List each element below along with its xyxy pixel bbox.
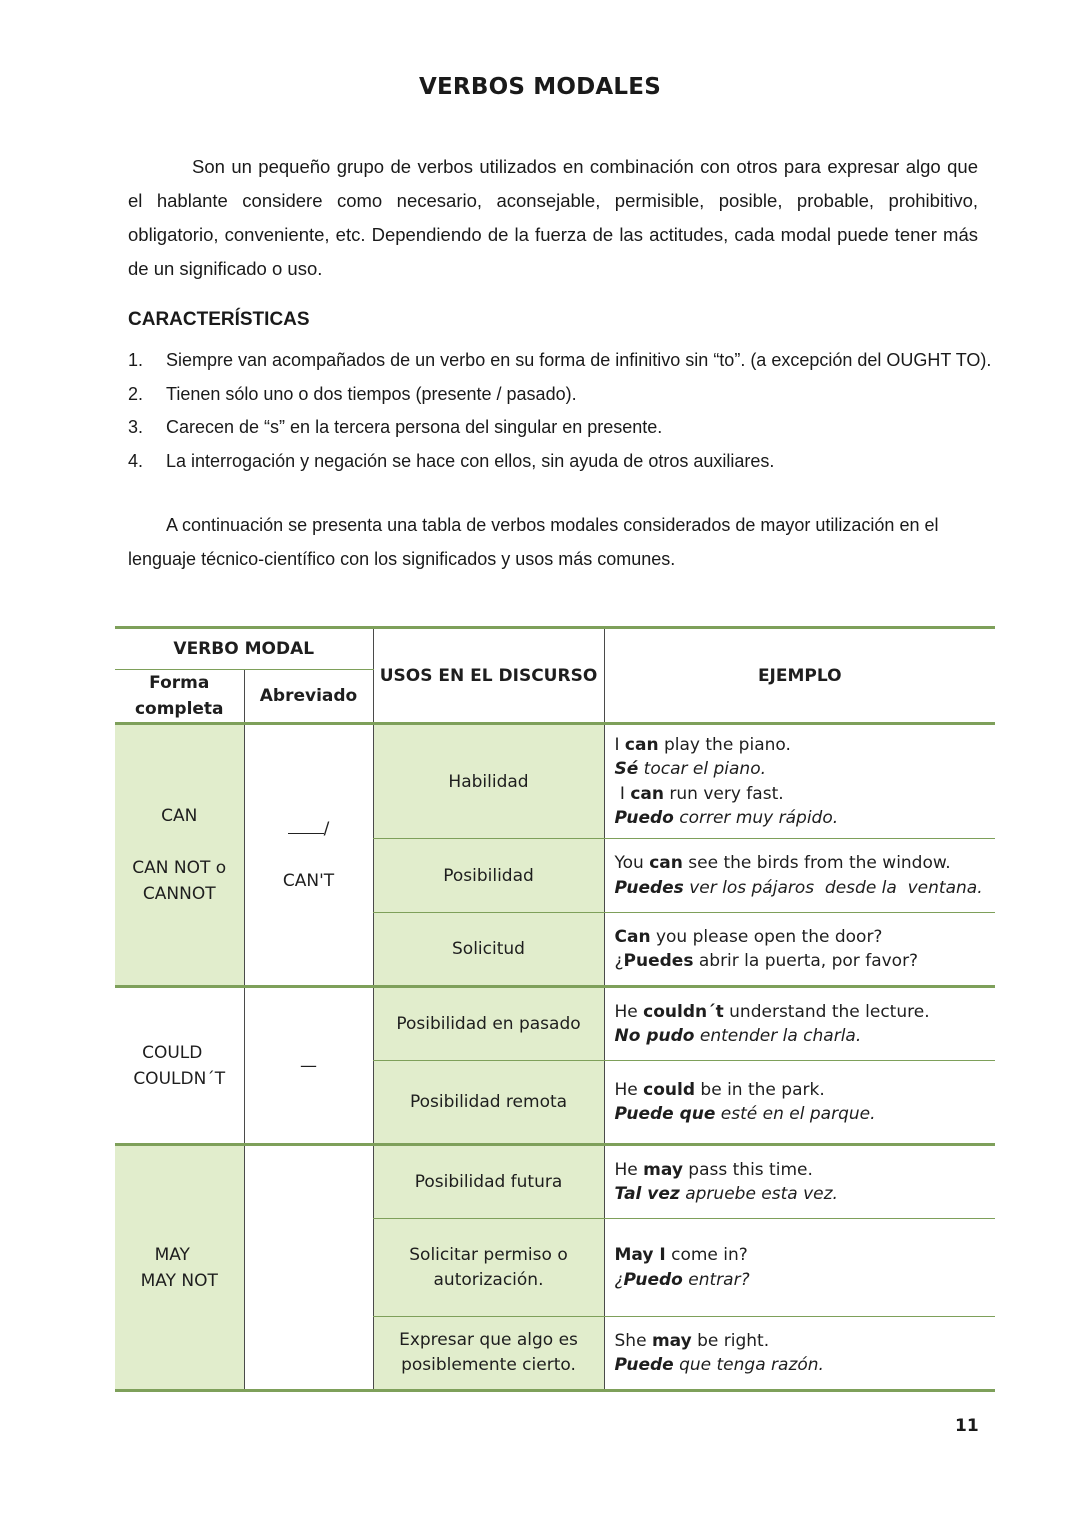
table-row: [115, 724, 995, 839]
example-es: Sé tocar el piano.: [614, 759, 767, 779]
header-forma-completa: Forma completa: [115, 670, 244, 724]
intro-paragraph: Son un pequeño grupo de verbos utilizados en combinación con otros para expresar algo que el hablante considere como necesario, aconsejable, permisible, posible, probable, prohibitivo, obligatorio, conveniente, etc. Dependiendo de la fuerza de las actitudes, cada modal puede tener más de un significado o uso.: [128, 156, 978, 279]
example-en: I can play the piano.: [614, 734, 791, 755]
abbr-cell: [244, 724, 373, 987]
table-row: [115, 1145, 995, 1219]
use-text: Expresar que algo es: [399, 1330, 578, 1350]
list-number: 2.: [128, 383, 144, 404]
abbr-cell: [244, 1145, 373, 1391]
blank-line: [288, 821, 324, 834]
modal-forms-cell: [115, 724, 244, 987]
list-text: Siempre van acompañados de un verbo en su forma de infinitivo sin “to”. (a excepción del OUGHT TO).: [166, 350, 992, 370]
header-verbo-modal: VERBO MODAL: [115, 628, 373, 670]
example-es: Puede que esté en el parque.: [614, 1104, 876, 1124]
example-cell: [604, 839, 995, 913]
list-number: 3.: [128, 417, 144, 437]
example-en: He could be in the park.: [614, 1079, 825, 1100]
example-en: He couldn´t understand the lecture.: [614, 1001, 930, 1022]
example-en: He may pass this time.: [614, 1159, 813, 1180]
use-text: Solicitar permiso o: [409, 1244, 568, 1265]
example-cell: [604, 913, 995, 987]
list-number: 1.: [128, 350, 144, 370]
example-en: You can see the birds from the window.: [614, 853, 951, 873]
list-text: Tienen sólo uno o dos tiempos (presente / pasado).: [166, 383, 577, 404]
modal-form: COULD: [142, 1042, 203, 1063]
example-en: Can you please open the door?: [614, 926, 883, 947]
list-item: [128, 344, 992, 378]
abbr-form: /: [323, 819, 330, 839]
abbr-form: —: [300, 1055, 317, 1076]
example-es: Tal vez apruebe esta vez.: [614, 1184, 838, 1204]
modal-form: MAY NOT: [140, 1270, 218, 1291]
list-text: Carecen de “s” en la tercera persona del singular en presente.: [166, 417, 663, 437]
example-cell: [604, 1061, 995, 1145]
modal-form: CANNOT: [142, 884, 216, 904]
abbr-form: CAN'T: [282, 871, 335, 891]
example-cell: [604, 987, 995, 1061]
use-cell: Posibilidad futura: [373, 1145, 604, 1219]
list-item: [128, 378, 988, 412]
modal-form: COULDN´T: [133, 1068, 226, 1089]
example-cell: [604, 1145, 995, 1219]
table-row: [115, 987, 995, 1061]
modal-forms-cell: [115, 1145, 244, 1391]
example-es: Puedes ver los pájaros desde la ventana.: [614, 877, 983, 898]
list-item: [128, 445, 988, 479]
use-cell: [373, 1317, 604, 1391]
use-text: posiblemente cierto.: [401, 1355, 576, 1375]
example-cell: [604, 1317, 995, 1391]
page-number: 11: [955, 1416, 979, 1436]
example-es: ¿Puedo entrar?: [614, 1269, 750, 1290]
modal-forms-cell: [115, 987, 244, 1145]
use-cell: Posibilidad: [373, 839, 604, 913]
header-usos: USOS EN EL DISCURSO: [373, 628, 604, 724]
example-cell: [604, 1219, 995, 1317]
use-cell: [373, 1219, 604, 1317]
use-cell: Solicitud: [373, 913, 604, 987]
characteristics-list: [128, 344, 992, 478]
header-abreviado: Abreviado: [244, 670, 373, 724]
example-es: Puede que tenga razón.: [614, 1355, 824, 1375]
example-en: May I come in?: [614, 1245, 748, 1265]
use-cell: Posibilidad remota: [373, 1061, 604, 1145]
use-text: autorización.: [433, 1269, 544, 1290]
modal-form: CAN NOT o: [132, 858, 227, 878]
section-heading: CARACTERÍSTICAS: [128, 309, 310, 330]
abbr-cell: [244, 987, 373, 1145]
use-cell: Posibilidad en pasado: [373, 987, 604, 1061]
use-cell: Habilidad: [373, 724, 604, 839]
example-es: ¿Puedes abrir la puerta, por favor?: [614, 951, 919, 971]
example-en: She may be right.: [614, 1330, 770, 1351]
list-text: La interrogación y negación se hace con ellos, sin ayuda de otros auxiliares.: [166, 450, 775, 471]
example-es: No pudo entender la charla.: [614, 1026, 862, 1046]
example-es: Puedo correr muy rápido.: [614, 808, 839, 828]
list-item: [128, 411, 988, 445]
modal-verbs-table: [115, 626, 995, 1392]
example-en: I can run very fast.: [614, 783, 784, 804]
modal-form: MAY: [154, 1244, 190, 1265]
header-ejemplo: EJEMPLO: [604, 628, 995, 724]
page-title: VERBOS MODALES: [419, 74, 661, 100]
example-cell: [604, 724, 995, 839]
list-number: 4.: [128, 450, 144, 471]
modal-form: CAN: [161, 806, 198, 826]
table-intro-paragraph: A continuación se presenta una tabla de verbos modales considerados de mayor utilización en el lenguaje técnico-científico con los significados y usos más comunes.: [128, 515, 939, 569]
